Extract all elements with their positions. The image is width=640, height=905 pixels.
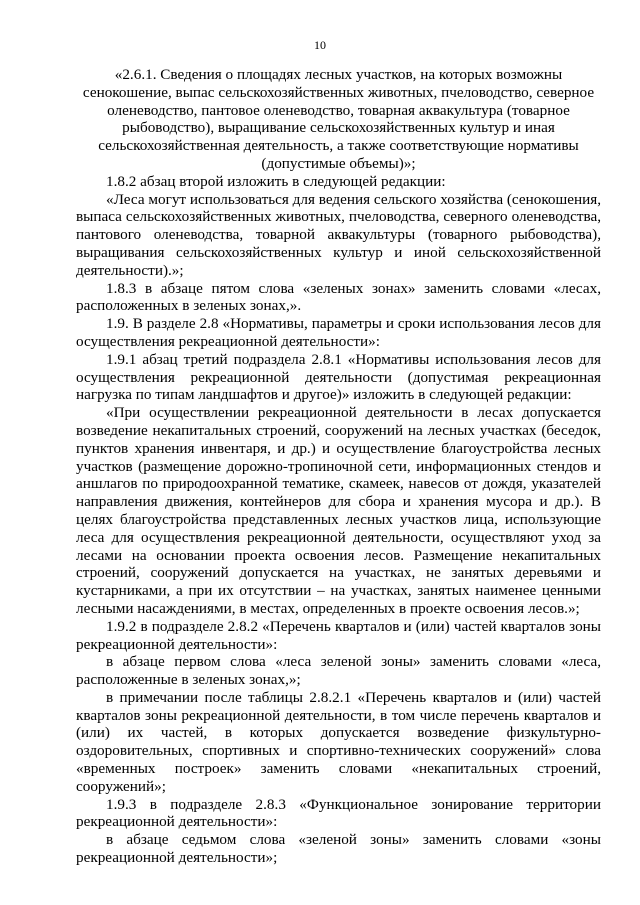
- paragraph-1-9-3: 1.9.3 в подразделе 2.8.3 «Функциональное зонирование территории рекреационной деятельности»:: [76, 795, 601, 831]
- paragraph-note-table: в примечании после таблицы 2.8.2.1 «Перечень кварталов и (или) частей кварталов зоны рекреационной деятельности, в том числе перечень кварталов и (или) их частей, в которых допускается возведение физкультурно-оздоровительных, спортивных и спортивно-технических сооружений» слова «временных построек» заменить словами «некапитальных строений, сооружений»;: [76, 688, 601, 795]
- page-number: 10: [314, 38, 326, 52]
- paragraph-2-6-1-heading: «2.6.1. Сведения о площадях лесных участков, на которых возможны сенокошение, выпас сельскохозяйственных животных, пчеловодство, северное оленеводство, пантовое оленеводство, товарная аквакультура (товарное рыбоводство), выращивание сельскохозяйственных культур и иная сельскохозяйственная деятельность, а также соответствующие нормативы (допустимые объемы)»;: [82, 66, 595, 172]
- paragraph-1-8-3: 1.8.3 в абзаце пятом слова «зеленых зонах» заменить словами «лесах, расположенных в зеленых зонах,».: [76, 279, 601, 315]
- paragraph-quote-recreation: «При осуществлении рекреационной деятельности в лесах допускается возведение некапитальных строений, сооружений на лесных участках (беседок, пунктов хранения инвентаря, и др.) и осуществление благоустройства лесных участков (размещение дорожно-тропиночной сети, информационных стендов и аншлагов по природоохранной тематике, скамеек, навесов от дождя, указателей направления движения, контейнеров для сбора и хранения мусора и др.). В целях благоустройства представленных лесных участков лица, использующие леса для осуществления рекреационной деятельности, осуществляют уход за лесами на основании проекта освоения лесов. Размещение некапитальных строений, сооружений допускается на участках, не занятых деревьями и кустарниками, а при их отсутствии – на участках, занятых наименее ценными лесными насаждениями, в местах, определенных в проекте освоения лесов.»;: [76, 404, 601, 617]
- paragraph-1-8-2: 1.8.2 абзац второй изложить в следующей редакции:: [106, 172, 446, 190]
- paragraph-first-abzac: в абзаце первом слова «леса зеленой зоны» заменить словами «леса, расположенные в зеленых зонах,»;: [76, 653, 601, 689]
- paragraph-seventh-abzac: в абзаце седьмом слова «зеленой зоны» заменить словами «зоны рекреационной деятельности»;: [76, 831, 601, 867]
- paragraph-quote-agriculture: «Леса могут использоваться для ведения сельского хозяйства (сенокошения, выпаса сельскохозяйственных животных, пчеловодства, северного оленеводства, пантового оленеводства, товарной аквакультуры (товарного рыбоводства), выращивания сельскохозяйственных культур и иной сельскохозяйственной деятельности).»;: [76, 190, 601, 279]
- paragraph-1-9: 1.9. В разделе 2.8 «Нормативы, параметры и сроки использования лесов для осуществления рекреационной деятельности»:: [76, 315, 601, 350]
- document-body: [76, 66, 601, 867]
- paragraph-1-9-1: 1.9.1 абзац третий подраздела 2.8.1 «Нормативы использования лесов для осуществления рекреационной деятельности (допустимая рекреационная нагрузка по типам ландшафтов и другое)» изложить в следующей редакции:: [76, 350, 601, 404]
- paragraph-1-9-2: 1.9.2 в подразделе 2.8.2 «Перечень кварталов и (или) частей кварталов зоны рекреационной деятельности»:: [76, 617, 601, 653]
